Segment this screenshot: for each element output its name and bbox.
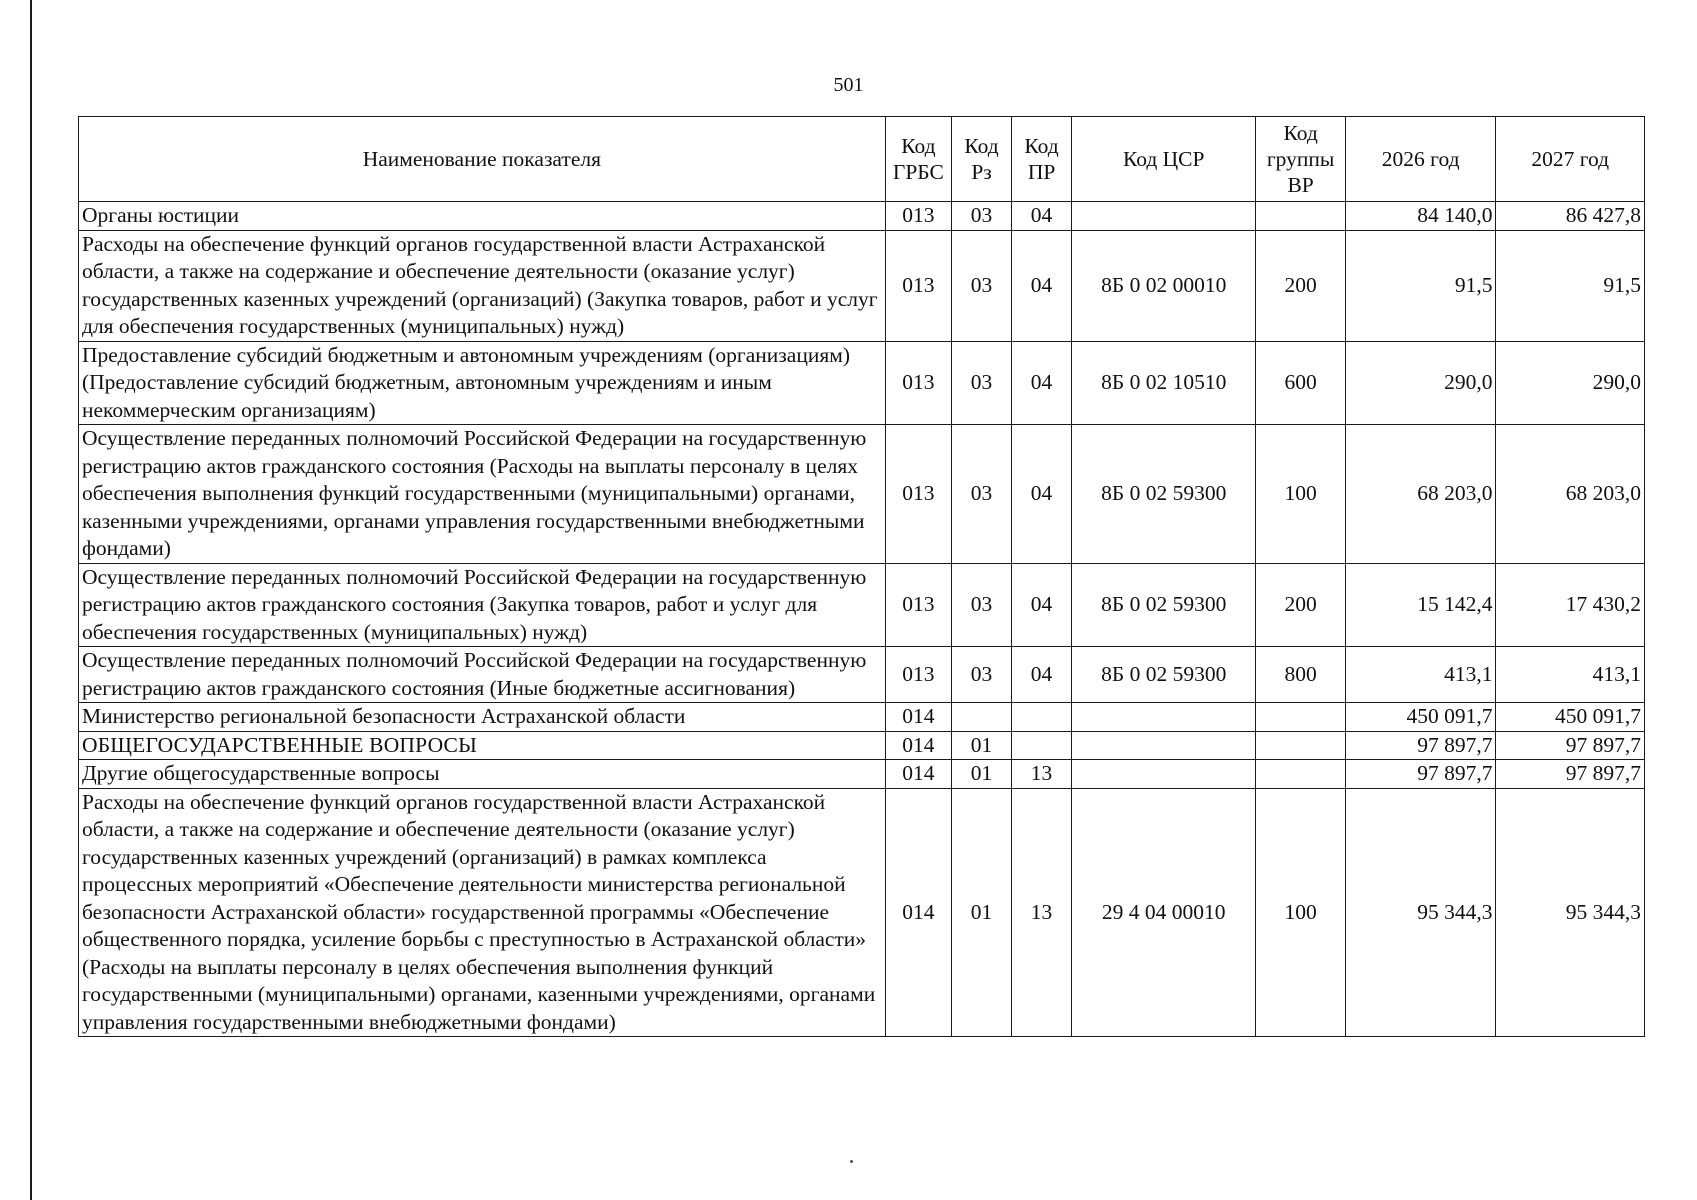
cell-vr: [1256, 760, 1346, 789]
table-row: [79, 425, 1645, 564]
cell-csr: [1072, 202, 1256, 231]
cell-vr: [1256, 731, 1346, 760]
cell-vr: 200: [1256, 563, 1346, 647]
header-name: Наименование показателя: [79, 117, 886, 202]
cell-pr: [1012, 731, 1072, 760]
header-rz: Код Рз: [952, 117, 1012, 202]
cell-2027: 97 897,7: [1496, 760, 1645, 789]
header-2027: 2027 год: [1496, 117, 1645, 202]
cell-name: Осуществление переданных полномочий Российской Федерации на государственную регистрацию актов гражданского состояния (Иные бюджетные ассигнования): [79, 647, 886, 703]
cell-name: Расходы на обеспечение функций органов государственной власти Астраханской области, а также на содержание и обеспечение деятельности (оказание услуг) государственных казенных учреждений (организаций) в рамках комплекса процессных мероприятий «Обеспечение деятельности министерства региональной безопасности Астраханской области» государственной программы «Обеспечение общественного порядка, усиление борьбы с преступностью в Астраханской области» (Расходы на выплаты персоналу в целях обеспечения выполнения функций государственными (муниципальными) органами, казенными учреждениями, органами управления государственными внебюджетными фондами): [79, 788, 886, 1037]
cell-pr: 04: [1012, 647, 1072, 703]
cell-rz: 01: [952, 788, 1012, 1037]
cell-2026: 95 344,3: [1345, 788, 1496, 1037]
cell-pr: [1012, 703, 1072, 732]
cell-2027: 97 897,7: [1496, 731, 1645, 760]
cell-2026: 97 897,7: [1345, 731, 1496, 760]
cell-rz: 01: [952, 731, 1012, 760]
cell-2026: 68 203,0: [1345, 425, 1496, 564]
cell-pr: 13: [1012, 788, 1072, 1037]
cell-csr: [1072, 731, 1256, 760]
cell-2026: 91,5: [1345, 230, 1496, 341]
cell-grbs: 014: [885, 760, 951, 789]
cell-rz: 03: [952, 425, 1012, 564]
cell-pr: 04: [1012, 563, 1072, 647]
cell-vr: [1256, 703, 1346, 732]
header-row: [79, 117, 1645, 202]
table-row: [79, 563, 1645, 647]
cell-grbs: 013: [885, 341, 951, 425]
cell-2027: 450 091,7: [1496, 703, 1645, 732]
table-body: [79, 202, 1645, 1037]
cell-2027: 86 427,8: [1496, 202, 1645, 231]
cell-2026: 450 091,7: [1345, 703, 1496, 732]
header-2026: 2026 год: [1345, 117, 1496, 202]
cell-grbs: 014: [885, 788, 951, 1037]
header-vr: Код группы ВР: [1256, 117, 1346, 202]
table-row: [79, 703, 1645, 732]
cell-name: Другие общегосударственные вопросы: [79, 760, 886, 789]
cell-csr: [1072, 760, 1256, 789]
cell-rz: 03: [952, 202, 1012, 231]
cell-csr: 8Б 0 02 00010: [1072, 230, 1256, 341]
cell-pr: 13: [1012, 760, 1072, 789]
header-csr: Код ЦСР: [1072, 117, 1256, 202]
table-row: [79, 230, 1645, 341]
cell-name: Осуществление переданных полномочий Российской Федерации на государственную регистрацию актов гражданского состояния (Расходы на выплаты персоналу в целях обеспечения выполнения функций государственными (муниципальными) органами, казенными учреждениями, органами управления государственными внебюджетными фондами): [79, 425, 886, 564]
cell-pr: 04: [1012, 341, 1072, 425]
cell-2027: 290,0: [1496, 341, 1645, 425]
cell-vr: 100: [1256, 425, 1346, 564]
cell-vr: 800: [1256, 647, 1346, 703]
page-number: 501: [833, 74, 864, 96]
cell-csr: 29 4 04 00010: [1072, 788, 1256, 1037]
cell-name: ОБЩЕГОСУДАРСТВЕННЫЕ ВОПРОСЫ: [79, 731, 886, 760]
cell-vr: 100: [1256, 788, 1346, 1037]
header-pr: Код ПР: [1012, 117, 1072, 202]
budget-table: [78, 116, 1645, 1037]
cell-rz: 03: [952, 341, 1012, 425]
cell-csr: [1072, 703, 1256, 732]
left-margin-line: [30, 0, 32, 1200]
cell-grbs: 014: [885, 703, 951, 732]
cell-vr: 200: [1256, 230, 1346, 341]
cell-2027: 91,5: [1496, 230, 1645, 341]
cell-2027: 413,1: [1496, 647, 1645, 703]
table-row: [79, 788, 1645, 1037]
cell-2027: 17 430,2: [1496, 563, 1645, 647]
header-grbs: Код ГРБС: [885, 117, 951, 202]
cell-2026: 290,0: [1345, 341, 1496, 425]
cell-grbs: 013: [885, 647, 951, 703]
cell-2027: 95 344,3: [1496, 788, 1645, 1037]
cell-rz: 03: [952, 230, 1012, 341]
cell-grbs: 013: [885, 230, 951, 341]
scan-speck: [850, 1160, 853, 1163]
table-row: [79, 341, 1645, 425]
cell-name: Министерство региональной безопасности Астраханской области: [79, 703, 886, 732]
cell-pr: 04: [1012, 425, 1072, 564]
table-header: [79, 117, 1645, 202]
cell-vr: [1256, 202, 1346, 231]
cell-rz: [952, 703, 1012, 732]
cell-pr: 04: [1012, 230, 1072, 341]
cell-csr: 8Б 0 02 10510: [1072, 341, 1256, 425]
cell-2026: 97 897,7: [1345, 760, 1496, 789]
cell-grbs: 014: [885, 731, 951, 760]
cell-vr: 600: [1256, 341, 1346, 425]
cell-2026: 413,1: [1345, 647, 1496, 703]
table-row: [79, 760, 1645, 789]
cell-2026: 84 140,0: [1345, 202, 1496, 231]
cell-csr: 8Б 0 02 59300: [1072, 563, 1256, 647]
cell-2026: 15 142,4: [1345, 563, 1496, 647]
cell-rz: 01: [952, 760, 1012, 789]
cell-name: Осуществление переданных полномочий Российской Федерации на государственную регистрацию актов гражданского состояния (Закупка товаров, работ и услуг для обеспечения государственных (муниципальных) нужд): [79, 563, 886, 647]
cell-csr: 8Б 0 02 59300: [1072, 647, 1256, 703]
cell-name: Органы юстиции: [79, 202, 886, 231]
cell-rz: 03: [952, 647, 1012, 703]
cell-grbs: 013: [885, 425, 951, 564]
table-row: [79, 647, 1645, 703]
cell-grbs: 013: [885, 563, 951, 647]
table-row: [79, 731, 1645, 760]
cell-rz: 03: [952, 563, 1012, 647]
cell-pr: 04: [1012, 202, 1072, 231]
cell-name: Расходы на обеспечение функций органов государственной власти Астраханской области, а также на содержание и обеспечение деятельности (оказание услуг) государственных казенных учреждений (организаций) (Закупка товаров, работ и услуг для обеспечения государственных (муниципальных) нужд): [79, 230, 886, 341]
cell-name: Предоставление субсидий бюджетным и автономным учреждениям (организациям) (Предоставление субсидий бюджетным, автономным учреждениям и иным некоммерческим организациям): [79, 341, 886, 425]
cell-grbs: 013: [885, 202, 951, 231]
cell-csr: 8Б 0 02 59300: [1072, 425, 1256, 564]
table-row: [79, 202, 1645, 231]
cell-2027: 68 203,0: [1496, 425, 1645, 564]
